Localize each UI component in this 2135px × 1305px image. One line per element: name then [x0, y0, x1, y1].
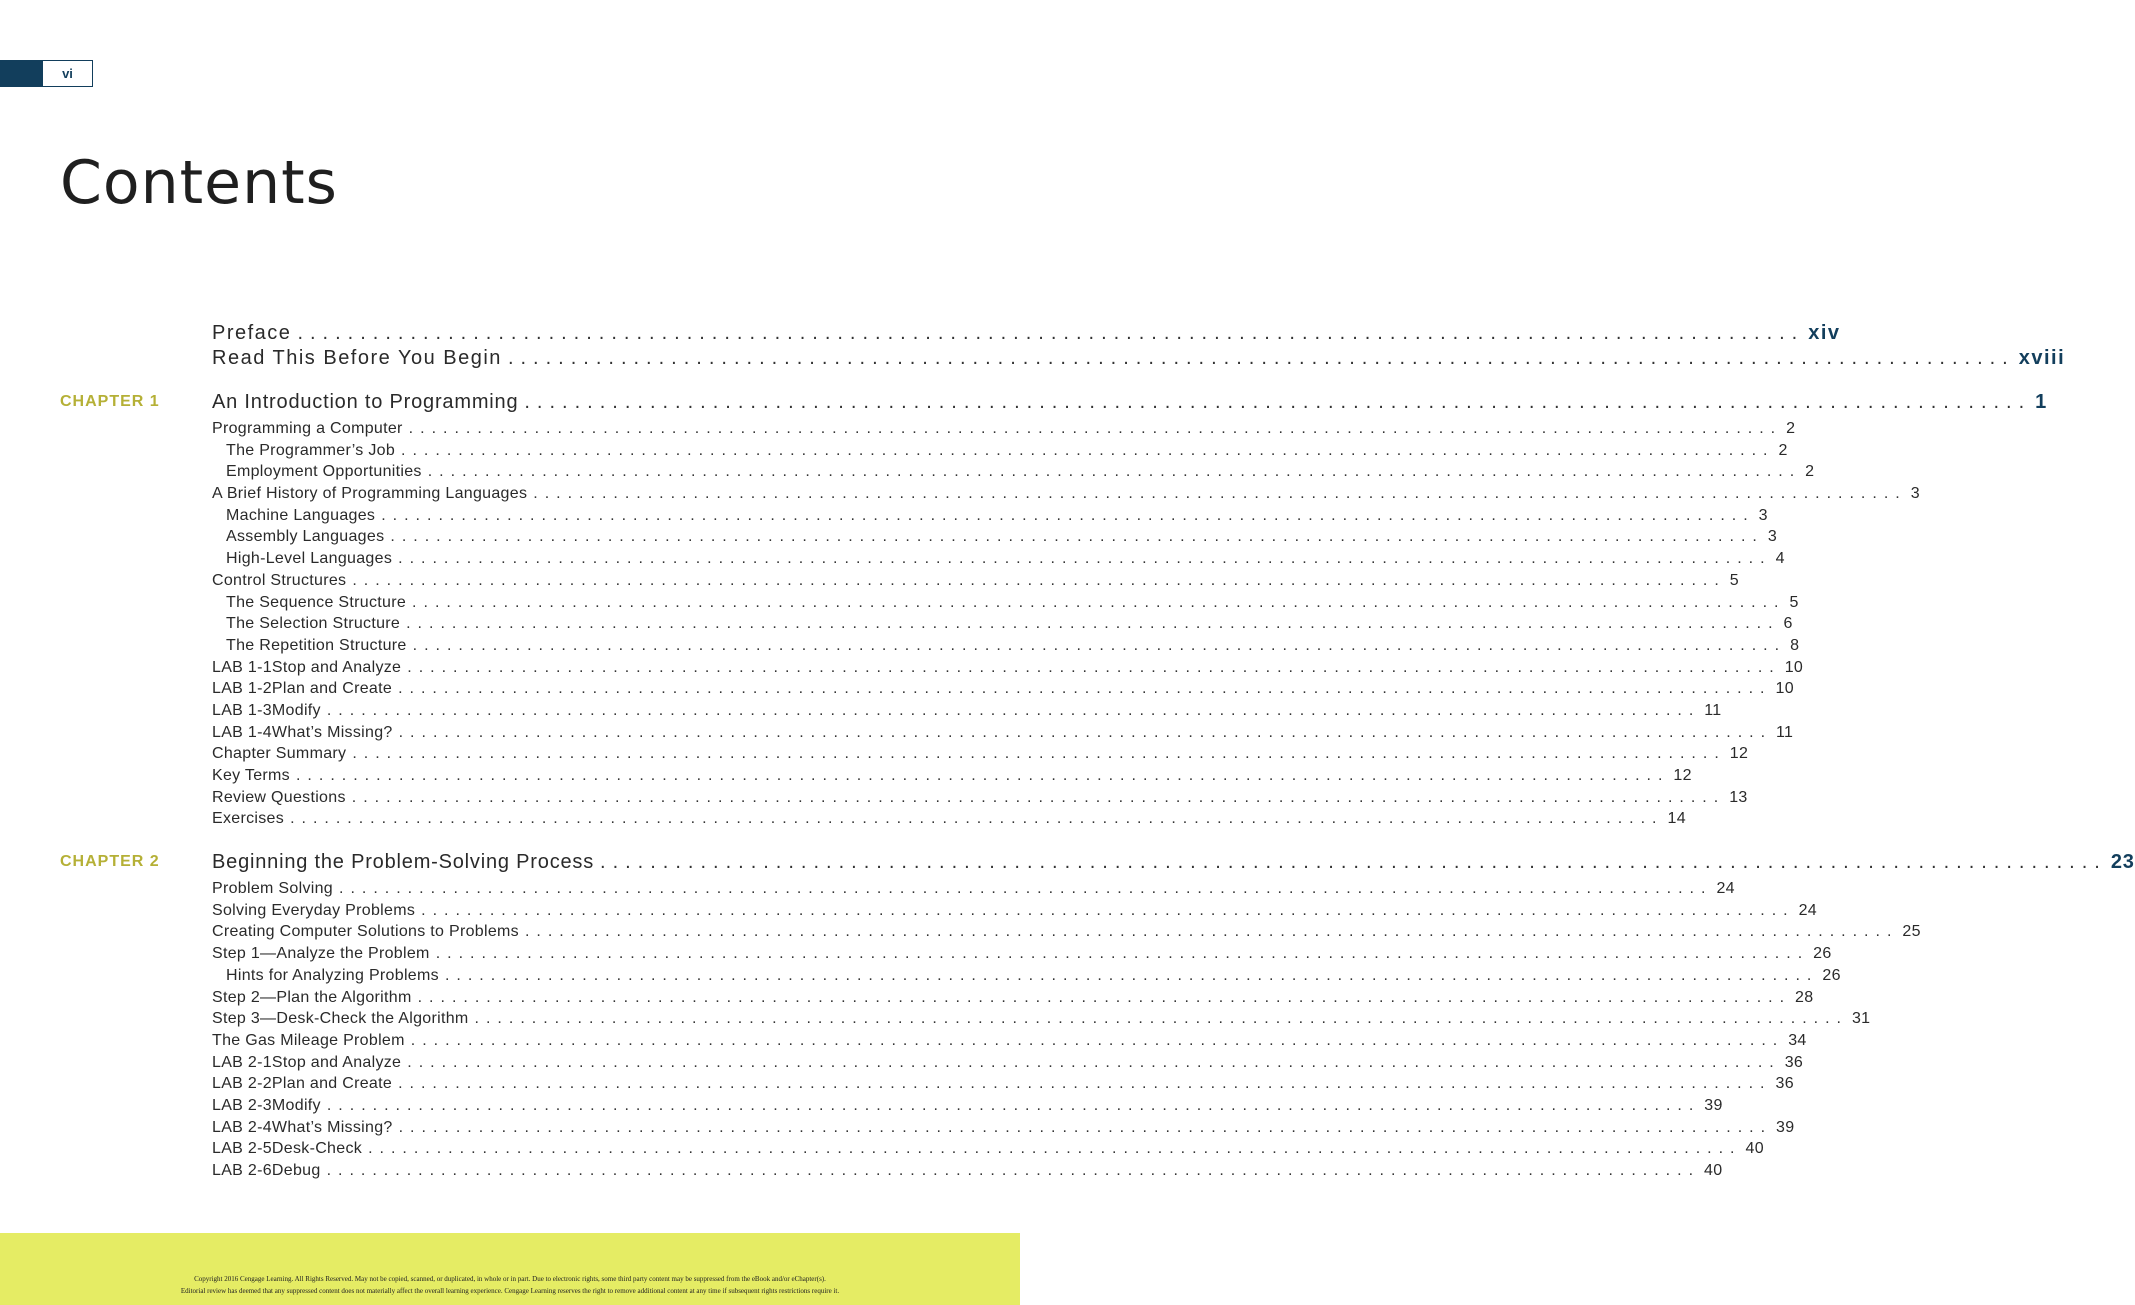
- leader-dots: ........................................................................................................................: [339, 880, 1713, 898]
- toc-entry-title: Problem Solving: [212, 880, 333, 898]
- chapter-page: 23: [2110, 850, 2135, 873]
- toc-entry-page: 14: [1667, 810, 1686, 828]
- chapter-label: CHAPTER 1: [60, 393, 160, 410]
- leader-dots: ........................................................................................................................: [524, 923, 1899, 941]
- chapter-title: Beginning the Problem-Solving Process: [212, 850, 595, 873]
- toc-entry-page: 34: [1788, 1031, 1807, 1049]
- toc-entry-title: Programming a Computer: [212, 420, 403, 437]
- toc-entry-title: Machine Languages: [226, 506, 376, 524]
- lab-number: LAB 1-2: [212, 680, 272, 698]
- toc-entry[interactable]: [0, 485, 1920, 507]
- toc-entry-page: 25: [1902, 923, 1921, 941]
- lab-number: LAB 2-2: [212, 1075, 272, 1093]
- toc-entry[interactable]: [0, 571, 1739, 594]
- toc-entry-page: 3: [1767, 528, 1778, 546]
- lab-number: LAB 2-6: [212, 1162, 272, 1179]
- toc-entry[interactable]: [0, 988, 1814, 1011]
- leader-dots: ........................................................................................................................: [398, 550, 1772, 568]
- toc-entry[interactable]: [0, 420, 1796, 442]
- toc-entry-page: 6: [1783, 615, 1793, 633]
- toc-entry-title: Modify: [271, 1096, 321, 1114]
- leader-dots: ........................................................................................................................: [295, 767, 1670, 784]
- chapter-page: 1: [2035, 390, 2048, 413]
- toc-entry-title: Solving Everyday Problems: [212, 901, 416, 919]
- toc-entry-page: 24: [1798, 901, 1817, 919]
- leader-dots: ........................................................................................................................: [381, 506, 1755, 524]
- toc-entry-title: The Programmer’s Job: [226, 441, 396, 459]
- toc-entry-title: Key Terms: [212, 767, 290, 784]
- toc-entry[interactable]: [0, 788, 1748, 811]
- toc-entry[interactable]: [0, 1096, 1723, 1119]
- leader-dots: ........................................................................................................................: [407, 658, 1781, 676]
- toc-entry[interactable]: [0, 767, 1692, 789]
- leader-dots: ........................................................................................................................: [326, 1096, 1701, 1114]
- toc-entry[interactable]: [0, 901, 1817, 924]
- leader-dots: ........................................................................................................................: [410, 1031, 1785, 1049]
- leader-dots: ........................................................................................................................: [398, 680, 1772, 698]
- toc-entry[interactable]: [0, 636, 1800, 659]
- toc-entry-page: 5: [1729, 571, 1739, 589]
- leader-dots: ........................................................................................................................: [326, 701, 1701, 719]
- toc-entry-title: Control Structures: [212, 571, 347, 589]
- toc-entry-title: Chapter Summary: [212, 745, 347, 763]
- toc-entry-page: 3: [1758, 506, 1768, 524]
- toc-entry[interactable]: [0, 880, 1735, 902]
- toc-entry[interactable]: [0, 966, 1841, 989]
- toc-entry[interactable]: [0, 550, 1785, 572]
- toc-entry-title: A Brief History of Programming Languages: [212, 485, 528, 503]
- toc-entry-title: The Gas Mileage Problem: [212, 1031, 405, 1049]
- toc-entry-page: 24: [1716, 880, 1735, 898]
- toc-entry-title: Stop and Analyze: [271, 658, 402, 676]
- toc-entry[interactable]: [0, 1053, 1804, 1076]
- toc-entry[interactable]: [0, 1031, 1807, 1054]
- toc-entry[interactable]: [0, 1075, 1794, 1097]
- chapter-heading-1[interactable]: [0, 384, 2048, 420]
- toc-entry-page: 2: [1805, 463, 1815, 481]
- toc-entry[interactable]: [0, 1010, 1871, 1032]
- toc-entry-page: 11: [1704, 701, 1722, 719]
- toc-entry-title: High-Level Languages: [226, 550, 393, 568]
- leader-dots: ........................................................................................................................: [326, 1162, 1701, 1179]
- leader-dots: ........................................................................................................................: [408, 420, 1783, 437]
- toc-entry-title: The Sequence Structure: [226, 593, 407, 611]
- toc-entry-page: 4: [1775, 550, 1785, 568]
- toc-entry-page: xiv: [1808, 322, 1841, 344]
- leader-dots: ........................................................................................................................: [417, 988, 1792, 1006]
- toc-entry-page: 2: [1778, 441, 1788, 459]
- toc-entry-page: 5: [1789, 593, 1799, 611]
- toc-entry-page: 8: [1790, 636, 1800, 654]
- toc-entry-title: Creating Computer Solutions to Problems: [212, 923, 519, 941]
- toc-entry-title: Step 1—Analyze the Problem: [212, 945, 430, 963]
- toc-entry-title: What’s Missing?: [271, 723, 393, 741]
- toc-entry-page: 36: [1784, 1053, 1804, 1071]
- toc-entry[interactable]: [0, 810, 1686, 832]
- toc-entry[interactable]: [0, 658, 1804, 681]
- leader-dots: ........................................................................................................................: [412, 636, 1787, 654]
- toc-entry-page: 3: [1910, 485, 1920, 503]
- toc-entry-page: 26: [1813, 945, 1832, 963]
- chapter-title: An Introduction to Programming: [212, 390, 519, 413]
- toc-entry[interactable]: [0, 463, 1815, 485]
- toc-entry-title: The Repetition Structure: [226, 636, 407, 654]
- toc-entry-page: 10: [1784, 658, 1804, 676]
- leader-dots: ........................................................................................................................: [351, 788, 1726, 806]
- toc-entry-page: 31: [1851, 1010, 1871, 1028]
- lab-number: LAB 2-1: [212, 1053, 272, 1071]
- toc-entry-read-this[interactable]: [0, 347, 2066, 372]
- toc-entry-page: 40: [1704, 1162, 1723, 1179]
- toc-entry-title: The Selection Structure: [226, 615, 401, 633]
- leader-dots: ........................................................................................................................: [352, 571, 1726, 589]
- chapter-2-entries: [0, 880, 1921, 1184]
- toc-entry-page: 11: [1776, 723, 1794, 741]
- toc-entry-title: What’s Missing?: [271, 1118, 393, 1136]
- toc-entry[interactable]: [0, 1162, 1723, 1184]
- toc-entry-page: 13: [1729, 788, 1748, 806]
- lab-number: LAB 2-3: [212, 1096, 272, 1114]
- toc-entry-title: Preface: [212, 322, 292, 344]
- toc-entry-title: Stop and Analyze: [271, 1053, 402, 1071]
- chapter-1-entries: [0, 420, 1920, 832]
- toc-entry-title: Plan and Create: [271, 680, 393, 698]
- leader-dots: ........................................................................................................................: [444, 966, 1819, 984]
- lab-number: LAB 1-1: [212, 658, 272, 676]
- leader-dots: ........................................................................................................................: [398, 723, 1773, 741]
- toc-entry-title: Employment Opportunities: [226, 463, 422, 481]
- toc-entry[interactable]: [0, 506, 1768, 529]
- leader-dots: ........................................................................................................................: [412, 593, 1786, 611]
- toc-entry-title: Read This Before You Begin: [212, 347, 502, 369]
- chapter-label: CHAPTER 2: [60, 853, 160, 871]
- toc-entry-page: 36: [1775, 1075, 1794, 1093]
- lab-number: LAB 1-4: [212, 723, 272, 741]
- leader-dots: ........................................................................................................................: [533, 485, 1907, 503]
- toc-entry-page: 39: [1776, 1118, 1795, 1136]
- table-of-contents: [0, 322, 2135, 1184]
- leader-dots: ........................................................................................................................: [600, 850, 2107, 873]
- leader-dots: ........................................................................................................................: [401, 441, 1775, 459]
- leader-dots: ........................................................................................................................: [407, 1053, 1781, 1071]
- leader-dots: ........................................................................................................................: [524, 390, 2032, 413]
- toc-entry-title: Hints for Analyzing Problems: [226, 966, 439, 984]
- toc-entry-title: Assembly Languages: [226, 528, 385, 546]
- copyright-line-1: Copyright 2016 Cengage Learning. All Rights Reserved. May not be copied, scanned, or duplicated, in whole or in part. Due to electronic rights, some third party content may be suppressed from the eBook and/or eChapter(s).: [194, 1275, 826, 1283]
- lab-number: LAB 1-3: [212, 701, 272, 719]
- page-tab-bar: [0, 60, 42, 87]
- toc-entry[interactable]: [0, 723, 1794, 746]
- toc-entry-title: Desk-Check: [271, 1140, 363, 1158]
- toc-entry[interactable]: [0, 615, 1793, 637]
- chapter-heading-2[interactable]: [0, 844, 2135, 880]
- lab-number: LAB 2-5: [212, 1140, 272, 1158]
- toc-entry[interactable]: [0, 701, 1722, 724]
- toc-entry[interactable]: [0, 1118, 1795, 1141]
- toc-entry[interactable]: [0, 441, 1788, 464]
- toc-entry-page: 2: [1786, 420, 1796, 437]
- leader-dots: ........................................................................................................................: [398, 1075, 1772, 1093]
- toc-entry-page: 10: [1775, 680, 1794, 698]
- toc-entry-title: Step 3—Desk-Check the Algorithm: [212, 1010, 469, 1028]
- leader-dots: ........................................................................................................................: [297, 322, 1805, 344]
- toc-entry[interactable]: [0, 528, 1778, 550]
- leader-dots: ........................................................................................................................: [352, 745, 1726, 763]
- toc-entry[interactable]: [0, 945, 1832, 967]
- toc-entry-title: Debug: [271, 1162, 321, 1179]
- toc-entry-page: 12: [1729, 745, 1749, 763]
- leader-dots: ........................................................................................................................: [398, 1118, 1773, 1136]
- toc-entry-title: Review Questions: [212, 788, 346, 806]
- toc-entry-title: Step 2—Plan the Algorithm: [212, 988, 412, 1006]
- leader-dots: ........................................................................................................................: [421, 901, 1795, 919]
- toc-entry[interactable]: [0, 593, 1799, 616]
- toc-entry-title: Exercises: [212, 810, 285, 828]
- toc-entry[interactable]: [0, 680, 1794, 702]
- toc-entry-page: xviii: [2018, 347, 2066, 369]
- leader-dots: ........................................................................................................................: [390, 528, 1764, 546]
- toc-entry-preface[interactable]: [0, 322, 1841, 347]
- toc-entry-page: 40: [1745, 1140, 1764, 1158]
- page-number-tab: [42, 60, 93, 87]
- toc-entry-page: 39: [1704, 1096, 1723, 1114]
- toc-entry-page: 12: [1673, 767, 1692, 784]
- toc-entry-page: 26: [1822, 966, 1841, 984]
- leader-dots: ........................................................................................................................: [406, 615, 1780, 633]
- leader-dots: ........................................................................................................................: [368, 1140, 1742, 1158]
- toc-entry[interactable]: [0, 923, 1921, 945]
- leader-dots: ........................................................................................................................: [474, 1010, 1848, 1028]
- toc-entry[interactable]: [0, 1140, 1764, 1162]
- page-number: vi: [62, 66, 73, 81]
- copyright-footer: [0, 1233, 1020, 1305]
- page-title: Contents: [60, 148, 338, 218]
- toc-entry-title: Plan and Create: [271, 1075, 393, 1093]
- leader-dots: ........................................................................................................................: [427, 463, 1802, 481]
- leader-dots: ........................................................................................................................: [507, 347, 2015, 369]
- leader-dots: ........................................................................................................................: [290, 810, 1664, 828]
- toc-entry-page: 28: [1795, 988, 1814, 1006]
- toc-entry-title: Modify: [271, 701, 321, 719]
- toc-entry[interactable]: [0, 745, 1749, 767]
- lab-number: LAB 2-4: [212, 1118, 272, 1136]
- copyright-line-2: Editorial review has deemed that any suppressed content does not materially affect the overall learning experience. Cengage Learning reserves the right to remove additional content at any time if subsequent rights restrictions require it.: [180, 1287, 840, 1295]
- leader-dots: ........................................................................................................................: [435, 945, 1810, 963]
